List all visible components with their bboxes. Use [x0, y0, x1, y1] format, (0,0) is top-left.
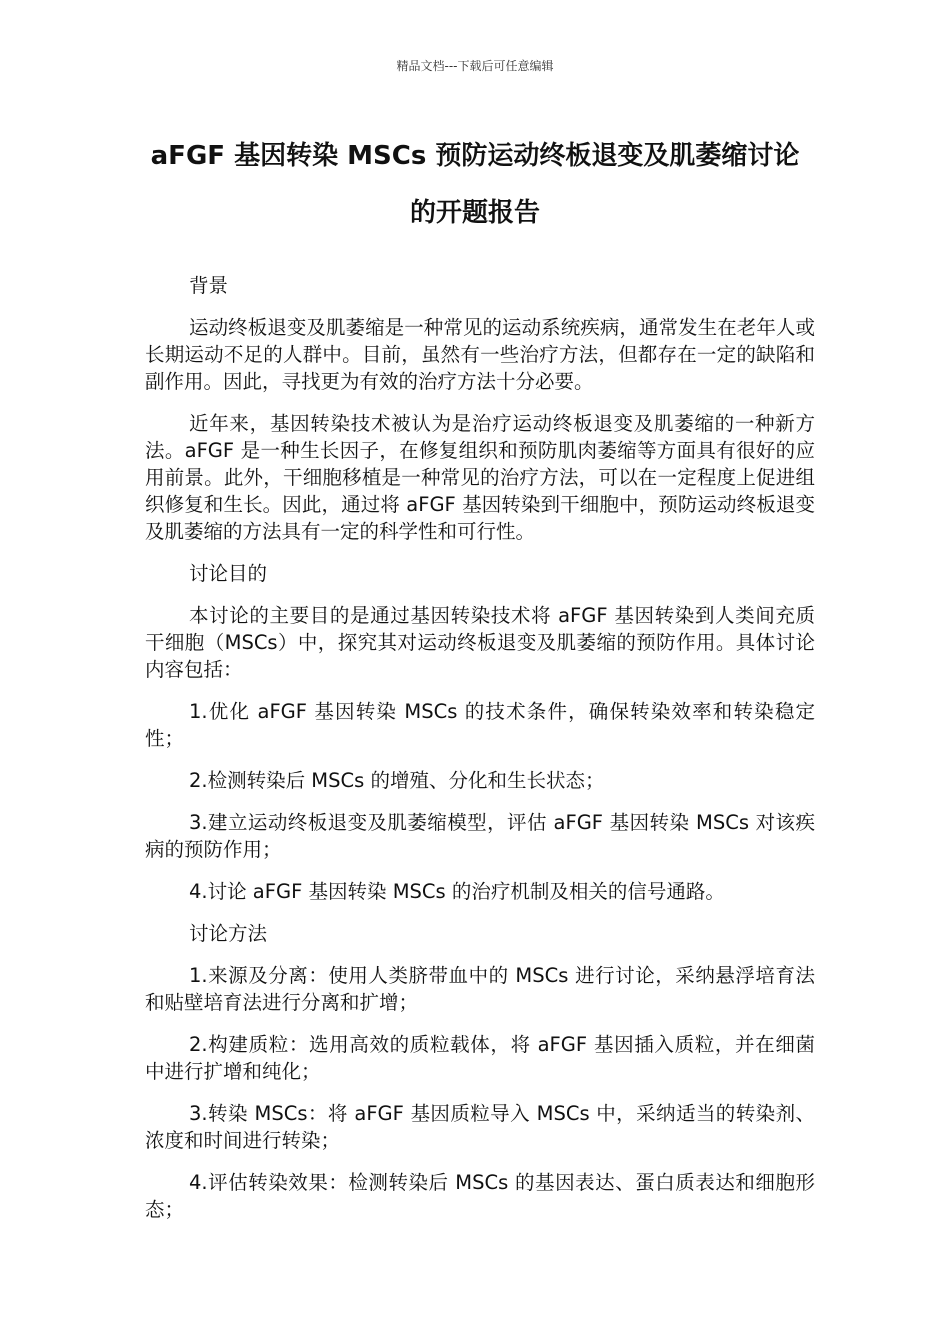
section-heading-purpose: 讨论目的: [189, 562, 268, 585]
section-heading-background: 背景: [189, 274, 229, 297]
page-header-note: 精品文档---下载后可任意编辑: [396, 59, 554, 73]
section-heading-methods: 讨论方法: [189, 922, 268, 945]
paragraph: 本讨论的主要目的是通过基因转染技术将 aFGF 基因转染到人类间充质干细胞（MSCs）中，探究其对运动终板退变及肌萎缩的预防作用。具体讨论内容包括：: [145, 604, 815, 681]
document-title: aFGF 基因转染 MSCs 预防运动终板退变及肌萎缩讨论的开题报告: [150, 141, 800, 228]
list-item: 4.评估转染效果：检测转染后 MSCs 的基因表达、蛋白质表达和细胞形态；: [145, 1171, 815, 1221]
list-item: 4.讨论 aFGF 基因转染 MSCs 的治疗机制及相关的信号通路。: [189, 880, 725, 903]
paragraph: 运动终板退变及肌萎缩是一种常见的运动系统疾病，通常发生在老年人或长期运动不足的人群中。目前，虽然有一些治疗方法，但都存在一定的缺陷和副作用。因此，寻找更为有效的治疗方法十分必要。: [145, 316, 815, 393]
list-item: 1.来源及分离：使用人类脐带血中的 MSCs 进行讨论，采纳悬浮培育法和贴壁培育法进行分离和扩增；: [145, 964, 815, 1014]
list-item: 2.构建质粒：选用高效的质粒载体，将 aFGF 基因插入质粒，并在细菌中进行扩增和纯化；: [145, 1033, 815, 1083]
list-item: 2.检测转染后 MSCs 的增殖、分化和生长状态；: [189, 769, 605, 792]
document-body: [145, 272, 815, 1238]
list-item: 1.优化 aFGF 基因转染 MSCs 的技术条件，确保转染效率和转染稳定性；: [145, 700, 815, 750]
paragraph: 近年来，基因转染技术被认为是治疗运动终板退变及肌萎缩的一种新方法。aFGF 是一种生长因子，在修复组织和预防肌肉萎缩等方面具有很好的应用前景。此外，干细胞移植是一种常见的治疗方法，可以在一定程度上促进组织修复和生长。因此，通过将 aFGF 基因转染到干细胞中，预防运动终板退变及肌萎缩的方法具有一定的科学性和可行性。: [145, 412, 815, 543]
list-item: 3.建立运动终板退变及肌萎缩模型，评估 aFGF 基因转染 MSCs 对该疾病的预防作用；: [145, 811, 815, 861]
list-item: 3.转染 MSCs：将 aFGF 基因质粒导入 MSCs 中，采纳适当的转染剂、浓度和时间进行转染；: [145, 1102, 815, 1152]
